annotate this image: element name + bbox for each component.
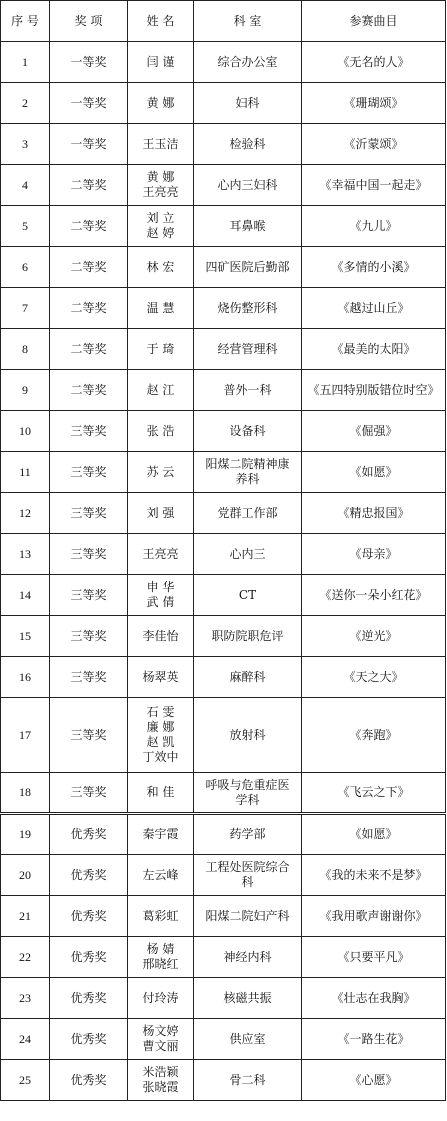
row-names [128,165,194,206]
row-names [128,206,194,247]
row-award: 优秀奖 [50,1019,128,1060]
row-song: 《只要平凡》 [302,937,446,978]
row-number: 12 [1,493,50,534]
participant-name: 杨翠英 [142,669,179,684]
participant-name: 张晓霞 [142,1080,179,1094]
row-number: 23 [1,978,50,1019]
participant-name: 赵 婷 [146,226,175,240]
row-names [128,1060,194,1101]
row-department [194,1060,302,1101]
department-line: 设备科 [229,423,266,438]
participant-name: 王亮亮 [142,185,179,199]
row-number: 5 [1,206,50,247]
row-award: 优秀奖 [50,1060,128,1101]
department-line: 神经内科 [223,949,272,964]
participant-name: 杨文婷 [142,1024,179,1038]
participant-name: 温 慧 [146,300,175,315]
row-song: 《如愿》 [302,814,446,855]
table-row [1,247,446,288]
table-row [1,288,446,329]
participant-name: 廉 娜 [146,720,175,734]
participant-name: 张 浩 [146,423,175,438]
row-names [128,698,194,773]
row-number: 14 [1,575,50,616]
row-department [194,978,302,1019]
row-award: 优秀奖 [50,978,128,1019]
row-names [128,616,194,657]
row-department [194,855,302,896]
participant-name: 林 宏 [146,259,175,274]
table-row [1,534,446,575]
row-names [128,534,194,575]
department-line: CT [238,587,257,602]
table-row [1,896,446,937]
department-line: 骨二科 [229,1072,266,1087]
row-department [194,124,302,165]
row-number: 9 [1,370,50,411]
row-names [128,124,194,165]
department-line: 养科 [235,472,260,486]
participant-name: 黄 娜 [146,95,175,110]
table-row [1,42,446,83]
table-row [1,370,446,411]
row-song: 《送你一朵小红花》 [302,575,446,616]
row-department [194,83,302,124]
department-line: 心内三 [229,546,266,561]
participant-name: 闫 谨 [146,54,175,69]
row-song: 《天之大》 [302,657,446,698]
row-award: 优秀奖 [50,937,128,978]
table-row [1,493,446,534]
row-number: 6 [1,247,50,288]
row-award: 三等奖 [50,616,128,657]
table-row [1,452,446,493]
participant-name: 杨 婧 [146,942,175,956]
row-number: 1 [1,42,50,83]
row-names [128,855,194,896]
row-names [128,814,194,855]
participant-name: 葛彩虹 [142,908,179,923]
participant-name: 石 雯 [146,705,175,719]
department-line: 麻醉科 [229,669,266,684]
row-song: 《精忠报国》 [302,493,446,534]
row-song: 《最美的太阳》 [302,329,446,370]
department-line: 经营管理科 [217,341,278,356]
row-names [128,657,194,698]
participant-name: 刘 强 [146,505,175,520]
row-names [128,773,194,814]
participant-name: 王玉洁 [142,136,179,151]
row-award: 三等奖 [50,534,128,575]
department-line: 供应室 [229,1031,266,1046]
row-number: 16 [1,657,50,698]
row-names [128,1019,194,1060]
row-number: 20 [1,855,50,896]
row-names [128,370,194,411]
department-line: 核磁共振 [223,990,272,1005]
row-award: 三等奖 [50,657,128,698]
row-number: 10 [1,411,50,452]
row-number: 21 [1,896,50,937]
row-department [194,896,302,937]
row-department [194,814,302,855]
header-award: 奖 项 [50,1,128,42]
row-number: 8 [1,329,50,370]
row-number: 15 [1,616,50,657]
row-number: 24 [1,1019,50,1060]
row-department [194,698,302,773]
row-department [194,370,302,411]
row-song: 《幸福中国一起走》 [302,165,446,206]
participant-name: 于 琦 [146,341,175,356]
row-award: 优秀奖 [50,855,128,896]
row-award: 一等奖 [50,83,128,124]
department-line: 四矿医院后勤部 [205,259,290,274]
participant-name: 邢晓红 [142,957,179,971]
row-song: 《我的未来不是梦》 [302,855,446,896]
header-department: 科 室 [194,1,302,42]
participant-name: 李佳怡 [142,628,179,643]
participant-name: 秦宇霞 [142,827,179,841]
row-song: 《倔强》 [302,411,446,452]
row-song: 《无名的人》 [302,42,446,83]
table-body [1,42,446,1101]
row-award: 一等奖 [50,124,128,165]
department-line: 放射科 [229,727,266,742]
row-number: 17 [1,698,50,773]
row-department [194,288,302,329]
row-names [128,288,194,329]
row-song: 《一路生花》 [302,1019,446,1060]
header-song: 参赛曲目 [302,1,446,42]
row-song: 《越过山丘》 [302,288,446,329]
participant-name: 付玲涛 [142,990,179,1005]
department-line: 呼吸与危重症医 [205,777,290,792]
department-line: 普外一科 [223,382,272,397]
participant-name: 苏 云 [146,464,175,479]
row-award: 三等奖 [50,698,128,773]
row-department [194,773,302,814]
row-number: 11 [1,452,50,493]
row-song: 《如愿》 [302,452,446,493]
row-department [194,165,302,206]
row-names [128,411,194,452]
department-line: 阳煤二院妇产科 [205,908,290,923]
row-names [128,978,194,1019]
row-department [194,534,302,575]
row-award: 二等奖 [50,370,128,411]
row-award: 三等奖 [50,575,128,616]
department-line: 党群工作部 [217,505,278,520]
row-department [194,452,302,493]
table-row [1,206,446,247]
row-song: 《壮志在我胸》 [302,978,446,1019]
table-row [1,165,446,206]
row-award: 三等奖 [50,411,128,452]
row-song: 《飞云之下》 [302,773,446,814]
row-department [194,411,302,452]
row-department [194,206,302,247]
row-names [128,493,194,534]
participant-name: 武 倩 [146,595,175,609]
header-name: 姓 名 [128,1,194,42]
row-number: 13 [1,534,50,575]
header-row [1,1,446,42]
participant-name: 和 佳 [146,785,175,799]
department-line: 心内三妇科 [217,177,278,192]
row-award: 二等奖 [50,165,128,206]
table-row [1,814,446,855]
row-names [128,329,194,370]
row-department [194,616,302,657]
participant-name: 米浩颖 [142,1065,179,1079]
row-department [194,493,302,534]
department-line: 妇科 [235,95,260,110]
participant-name: 曹文丽 [142,1039,179,1053]
row-award: 三等奖 [50,452,128,493]
table-row [1,698,446,773]
table-row [1,978,446,1019]
row-song: 《珊瑚颂》 [302,83,446,124]
table-row [1,773,446,814]
row-department [194,937,302,978]
row-song: 《我用歌声谢谢你》 [302,896,446,937]
participant-name: 黄 娜 [146,170,175,184]
department-line: 检验科 [229,136,266,151]
row-department [194,657,302,698]
row-song: 《多情的小溪》 [302,247,446,288]
row-names [128,247,194,288]
row-award: 优秀奖 [50,814,128,855]
table-row [1,329,446,370]
row-department [194,575,302,616]
row-names [128,575,194,616]
row-award: 三等奖 [50,773,128,814]
department-line: 药学部 [229,827,266,841]
row-number: 4 [1,165,50,206]
table-row [1,657,446,698]
row-number: 18 [1,773,50,814]
department-line: 科 [241,875,254,889]
row-award: 优秀奖 [50,896,128,937]
department-line: 综合办公室 [217,54,278,69]
table-row [1,575,446,616]
participant-name: 赵 凯 [146,735,175,749]
table-row [1,1060,446,1101]
row-names [128,896,194,937]
department-line: 职防院职危评 [211,628,284,643]
table-row [1,411,446,452]
row-award: 三等奖 [50,493,128,534]
row-song: 《奔跑》 [302,698,446,773]
row-number: 3 [1,124,50,165]
department-line: 学科 [235,792,260,807]
header-number: 序 号 [1,1,50,42]
row-song: 《母亲》 [302,534,446,575]
row-number: 19 [1,814,50,855]
row-names [128,452,194,493]
row-song: 《沂蒙颂》 [302,124,446,165]
row-song: 《逆光》 [302,616,446,657]
department-line: 耳鼻喉 [229,218,266,233]
table-row [1,855,446,896]
participant-name: 王亮亮 [142,546,179,561]
row-song: 《五四特别版错位时空》 [302,370,446,411]
department-line: 烧伤整形科 [217,300,278,315]
row-song: 《九儿》 [302,206,446,247]
row-award: 二等奖 [50,247,128,288]
table-row [1,83,446,124]
row-award: 一等奖 [50,42,128,83]
row-names [128,42,194,83]
row-award: 二等奖 [50,329,128,370]
row-number: 2 [1,83,50,124]
row-names [128,937,194,978]
department-line: 阳煤二院精神康 [205,457,290,471]
row-award: 二等奖 [50,206,128,247]
table-row [1,124,446,165]
row-award: 二等奖 [50,288,128,329]
participant-name: 左云峰 [142,867,179,882]
row-department [194,247,302,288]
row-department [194,42,302,83]
row-department [194,329,302,370]
table-row [1,1019,446,1060]
row-number: 25 [1,1060,50,1101]
row-number: 7 [1,288,50,329]
row-department [194,1019,302,1060]
row-song: 《心愿》 [302,1060,446,1101]
table-row [1,616,446,657]
table-row [1,937,446,978]
participant-name: 刘 立 [146,211,175,225]
row-number: 22 [1,937,50,978]
participant-name: 丁效中 [142,750,179,764]
row-names [128,83,194,124]
participant-name: 赵 江 [146,382,175,397]
department-line: 工程处医院综合 [205,860,290,874]
participant-name: 申 华 [146,580,175,594]
